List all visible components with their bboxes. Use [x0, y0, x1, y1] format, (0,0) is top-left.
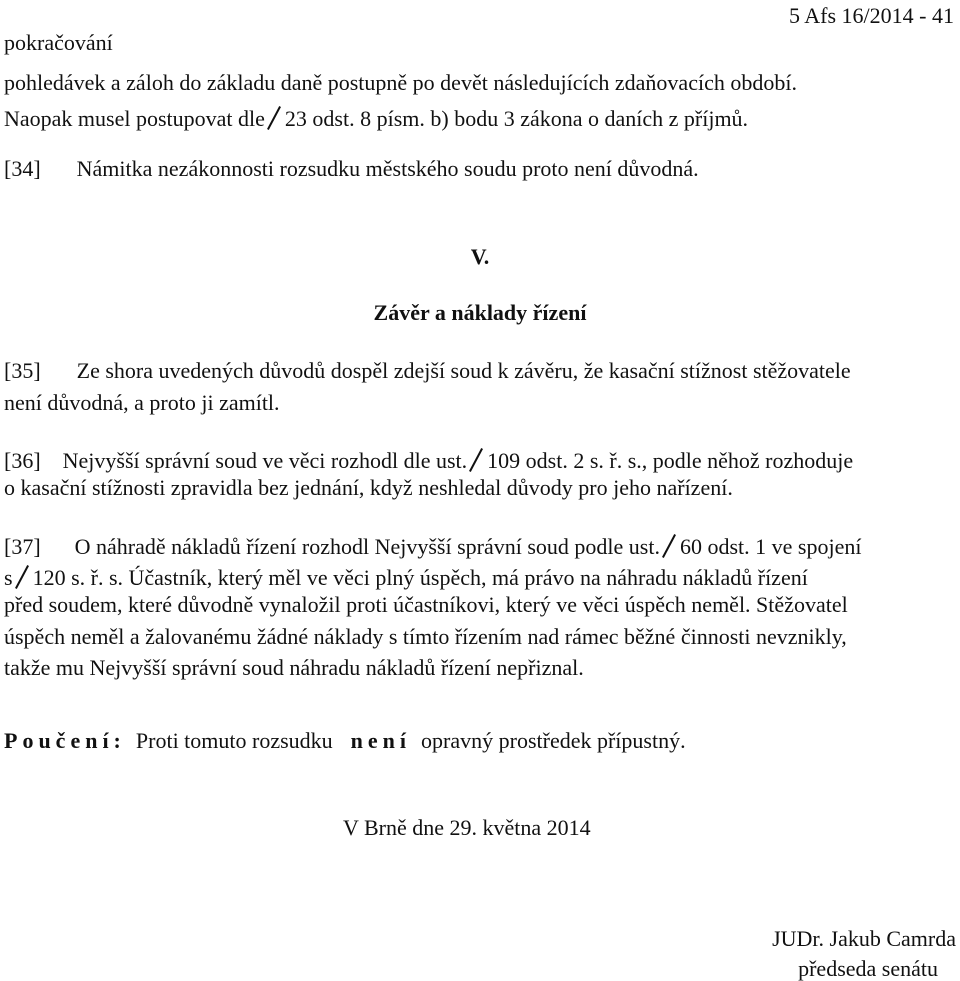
- paragraph-text-a: s: [4, 565, 13, 590]
- paragraph-number: [34]: [4, 156, 41, 181]
- prev-paragraph-line-2: [4, 104, 748, 130]
- continuation-label: pokračování: [4, 30, 113, 55]
- prev-paragraph-line-2-a: Naopak musel postupovat dle: [4, 106, 265, 131]
- paragraph-36-line-2: o kasační stížnosti zpravidla bez jednání, když neshledal důvody pro jeho nařízení.: [4, 475, 733, 500]
- instruction-emphasis: není: [350, 728, 412, 753]
- paragraph-text-b: 60 odst. 1 ve spojení: [679, 534, 862, 559]
- paragraph-37-line-5: takže mu Nejvyšší správní soud náhradu nákladů řízení nepřiznal.: [4, 655, 584, 680]
- section-sign-icon: [469, 449, 483, 471]
- paragraph-37-line-4: úspěch neměl a žalovanému žádné náklady s tímto řízením nad rámec běžné činnosti nevznikly,: [4, 624, 847, 649]
- paragraph-text-b: 120 s. ř. s. Účastník, který měl ve věci plný úspěch, má právo na náhradu nákladů řízení: [32, 565, 808, 590]
- paragraph-text-a: Nejvyšší správní soud ve věci rozhodl dle ust.: [62, 448, 468, 473]
- paragraph-text-a: O náhradě nákladů řízení rozhodl Nejvyšší správní soud podle ust.: [74, 534, 660, 559]
- paragraph-35-line-2: není důvodná, a proto ji zamítl.: [4, 390, 280, 415]
- paragraph-text: Ze shora uvedených důvodů dospěl zdejší soud k závěru, že kasační stížnost stěžovatele: [76, 358, 851, 383]
- signature-role: předseda senátu: [798, 956, 938, 981]
- case-number: 5 Afs 16/2014 - 41: [789, 3, 954, 28]
- paragraph-37-line-2: [4, 563, 808, 589]
- instruction-line: [4, 730, 686, 752]
- paragraph-36-line-1: [4, 446, 853, 472]
- prev-paragraph-line-1: pohledávek a záloh do základu daně postupně po devět následujících zdaňovacích období.: [4, 70, 797, 95]
- section-sign-icon: [15, 566, 29, 588]
- paragraph-number: [35]: [4, 358, 41, 383]
- instruction-text-a: Proti tomuto rozsudku: [135, 728, 333, 753]
- paragraph-37-line-3: před soudem, které důvodně vynaložil proti účastníkovi, který ve věci úspěch neměl. Stěžovatel: [4, 592, 848, 617]
- date-line: V Brně dne 29. května 2014: [343, 815, 591, 840]
- paragraph-35-line-1: [4, 360, 851, 382]
- section-title: Závěr a náklady řízení: [373, 300, 587, 325]
- signature-name: JUDr. Jakub Camrda: [772, 926, 956, 951]
- instruction-text-b: opravný prostředek přípustný.: [421, 728, 686, 753]
- paragraph-text-b: 109 odst. 2 s. ř. s., podle něhož rozhoduje: [487, 448, 854, 473]
- paragraph-37-line-1: [4, 532, 861, 558]
- paragraph-text: Námitka nezákonnosti rozsudku městského soudu proto není důvodná.: [76, 156, 699, 181]
- paragraph-number: [37]: [4, 534, 41, 559]
- prev-paragraph-line-2-b: 23 odst. 8 písm. b) bodu 3 zákona o daních z příjmů.: [284, 106, 749, 131]
- section-sign-icon: [267, 107, 281, 129]
- instruction-label: Poučení:: [4, 728, 126, 753]
- paragraph-number: [36]: [4, 448, 41, 473]
- paragraph-34: [4, 158, 699, 180]
- section-sign-icon: [662, 535, 676, 557]
- section-roman-numeral: V.: [470, 244, 490, 269]
